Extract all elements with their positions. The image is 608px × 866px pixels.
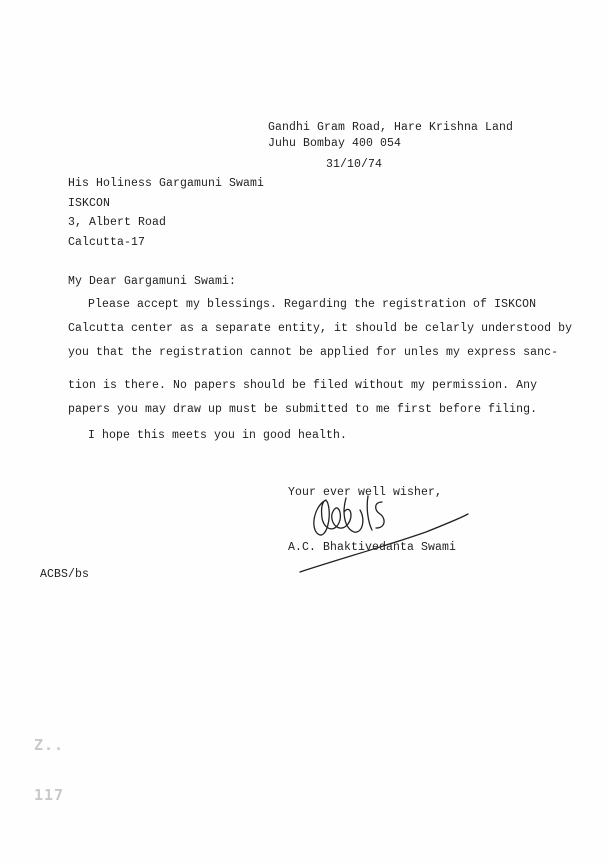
salutation: My Dear Gargamuni Swami: [68,275,237,288]
archive-page-number: 117 [34,786,65,804]
body-line: Calcutta center as a separate entity, it should be celarly understood by [68,322,573,335]
handwritten-signature [296,488,476,578]
body-line: papers you may draw up must be submitted to me first before filing. [68,403,538,416]
body-line: tion is there. No papers should be filed without my permission. Any [68,379,538,392]
sender-address-line-2: Juhu Bombay 400 054 [268,137,402,150]
signer-name: A.C. Bhaktivedanta Swami [288,541,457,554]
reference-initials: ACBS/bs [40,568,90,581]
recipient-name: His Holiness Gargamuni Swami [68,177,265,190]
body-line: Please accept my blessings. Regarding the registration of ISKCON [88,298,537,311]
archive-stamp-mark: Z.. [34,736,65,754]
body-line: you that the registration cannot be applied for unles my express sanc- [68,346,559,359]
sender-address-line-1: Gandhi Gram Road, Hare Krishna Land [268,121,514,134]
recipient-org: ISKCON [68,197,111,210]
valediction: Your ever well wisher, [288,486,443,499]
letter-date: 31/10/74 [326,158,383,171]
recipient-city: Calcutta-17 [68,236,146,249]
recipient-street: 3, Albert Road [68,216,167,229]
closing-paragraph: I hope this meets you in good health. [88,429,348,442]
